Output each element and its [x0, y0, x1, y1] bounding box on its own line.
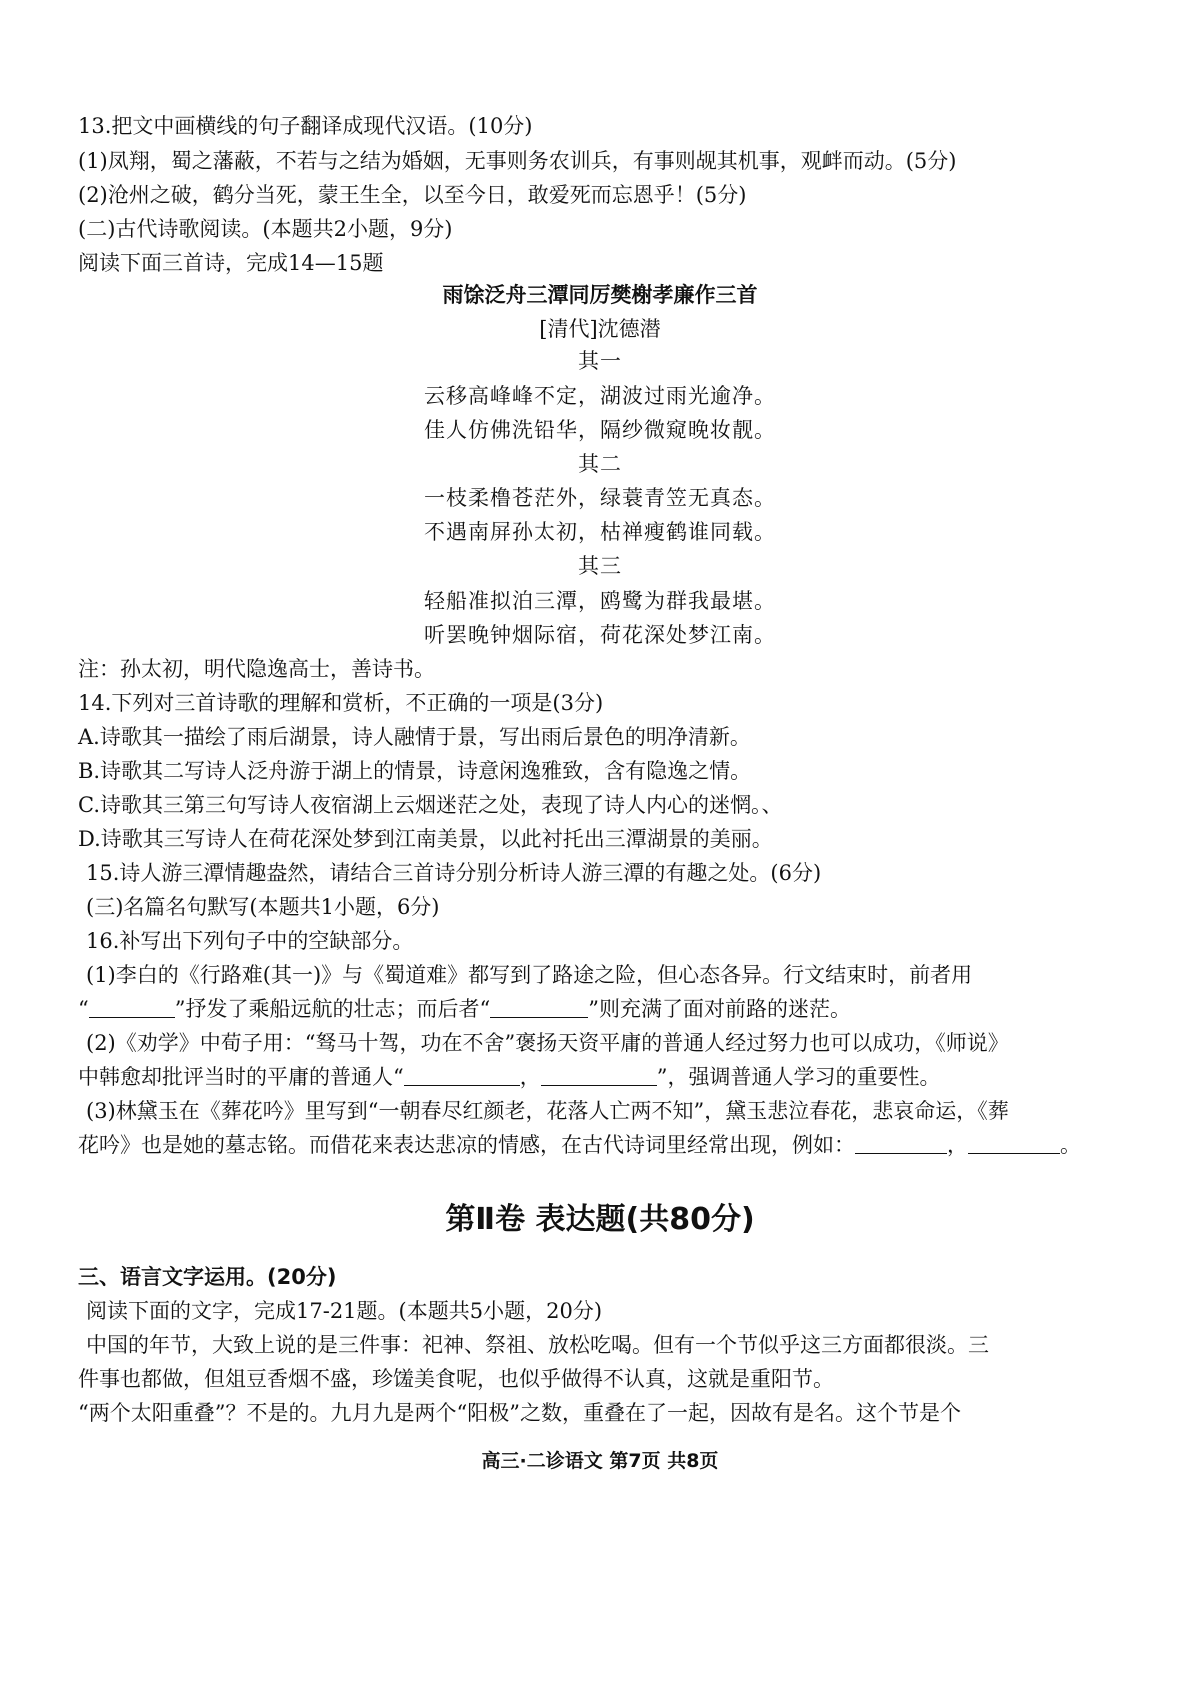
poem-line: 听罢晚钟烟际宿，荷花深处梦江南。 — [424, 623, 776, 647]
q16-part1-line2 — [78, 994, 851, 1024]
poem-line: 轻船准拟泊三潭，鸥鹭为群我最堪。 — [424, 589, 776, 613]
answer-blank[interactable] — [490, 995, 588, 1018]
poem-line: 云移高峰峰不定，湖波过雨光逾净。 — [424, 384, 776, 408]
text-segment: ”，强调普通人学习的重要性。 — [656, 1065, 941, 1089]
q16-stem: 16.补写出下列句子中的空缺部分。 — [86, 929, 414, 953]
q13-sentence-1: (1)凤翔，蜀之藩蔽，不若与之结为婚姻，无事则务农训兵，有事则觇其机事，观衅而动。(5分) — [78, 149, 957, 173]
q16-part2-line2 — [78, 1062, 941, 1092]
answer-blank[interactable] — [968, 1131, 1060, 1154]
q13-stem: 13.把文中画横线的句子翻译成现代汉语。(10分) — [78, 114, 533, 138]
q16-part1-line1: (1)李白的《行路难(其一)》与《蜀道难》都写到了路途之险，但心态各异。行文结束时，前者用 — [86, 963, 973, 987]
section-3-heading: (三)名篇名句默写(本题共1小题，6分) — [86, 895, 440, 919]
text-segment: 。 — [1060, 1133, 1081, 1157]
text-segment: “ — [78, 997, 89, 1021]
poem-line: 一枝柔橹苍茫外，绿蓑青笠无真态。 — [424, 486, 776, 510]
section-2-intro: 阅读下面三首诗，完成14—15题 — [78, 251, 384, 275]
passage-line: 件事也都做，但俎豆香烟不盛，珍馐美食呢，也似乎做得不认真，这就是重阳节。 — [78, 1367, 834, 1391]
text-segment: 花吟》也是她的墓志铭。而借花来表达悲凉的情感，在古代诗词里经常出现，例如： — [78, 1133, 855, 1157]
q14-option-c: C.诗歌其三第三句写诗人夜宿湖上云烟迷茫之处，表现了诗人内心的迷惘。、 — [78, 793, 783, 817]
answer-blank[interactable] — [855, 1131, 947, 1154]
part-3-heading: 三、语言文字运用。(20分) — [78, 1265, 337, 1289]
poem-author: [清代]沈德潜 — [539, 317, 661, 341]
q14-stem: 14.下列对三首诗歌的理解和赏析，不正确的一项是(3分) — [78, 691, 604, 715]
poem-part-label: 其一 — [578, 349, 622, 373]
poem-line: 佳人仿佛洗铅华，隔纱微窥晚妆靓。 — [424, 418, 776, 442]
poem-line: 不遇南屏孙太初，枯禅瘦鹤谁同载。 — [424, 520, 776, 544]
answer-blank[interactable] — [541, 1063, 657, 1086]
passage-line: “两个太阳重叠”？不是的。九月九是两个“阳极”之数，重叠在了一起，因故有是名。这个节是个 — [78, 1401, 961, 1425]
text-segment: ， — [519, 1065, 541, 1089]
poem-part-label: 其三 — [578, 554, 622, 578]
q16-part3-line1: (3)林黛玉在《葬花吟》里写到“一朝春尽红颜老，花落人亡两不知”，黛玉悲泣春花，悲哀命运，《葬 — [86, 1099, 1009, 1123]
section-2-heading: (二)古代诗歌阅读。(本题共2小题，9分) — [78, 217, 453, 241]
answer-blank[interactable] — [89, 995, 175, 1018]
q14-option-a: A.诗歌其一描绘了雨后湖景，诗人融情于景，写出雨后景色的明净清新。 — [78, 725, 751, 749]
answer-blank[interactable] — [404, 1063, 520, 1086]
text-segment: ”则充满了面对前路的迷茫。 — [588, 997, 851, 1021]
passage-line: 中国的年节，大致上说的是三件事：祀神、祭祖、放松吃喝。但有一个节似乎这三方面都很淡。三 — [86, 1333, 989, 1357]
q15-stem: 15.诗人游三潭情趣盎然，请结合三首诗分别分析诗人游三潭的有趣之处。(6分) — [86, 861, 822, 885]
q16-part3-line2 — [78, 1130, 1081, 1160]
q16-part2-line1: (2)《劝学》中荀子用：“驽马十驾，功在不舍”褒扬天资平庸的普通人经过努力也可以成功，《师说》 — [86, 1031, 1009, 1055]
poem-part-label: 其二 — [578, 452, 622, 476]
q14-option-d: D.诗歌其三写诗人在荷花深处梦到江南美景，以此衬托出三潭湖景的美丽。 — [78, 827, 773, 851]
text-segment: ”抒发了乘船远航的壮志；而后者“ — [174, 997, 491, 1021]
q13-sentence-2: (2)沧州之破，鹤分当死，蒙王生全，以至今日，敢爱死而忘恩乎！(5分) — [78, 183, 747, 207]
volume-2-title: 第Ⅱ卷 表达题(共80分) — [445, 1202, 755, 1237]
text-segment: ， — [947, 1133, 968, 1157]
text-segment: 中韩愈却批评当时的平庸的普通人“ — [78, 1065, 404, 1089]
q14-option-b: B.诗歌其二写诗人泛舟游于湖上的情景，诗意闲逸雅致，含有隐逸之情。 — [78, 759, 752, 783]
page-footer: 高三·二诊语文 第7页 共8页 — [481, 1450, 719, 1472]
poem-note: 注：孙太初，明代隐逸高士，善诗书。 — [78, 657, 435, 681]
part-3-intro: 阅读下面的文字，完成17-21题。(本题共5小题，20分) — [86, 1299, 603, 1323]
poem-title: 雨馀泛舟三潭同厉樊榭孝廉作三首 — [442, 282, 758, 307]
